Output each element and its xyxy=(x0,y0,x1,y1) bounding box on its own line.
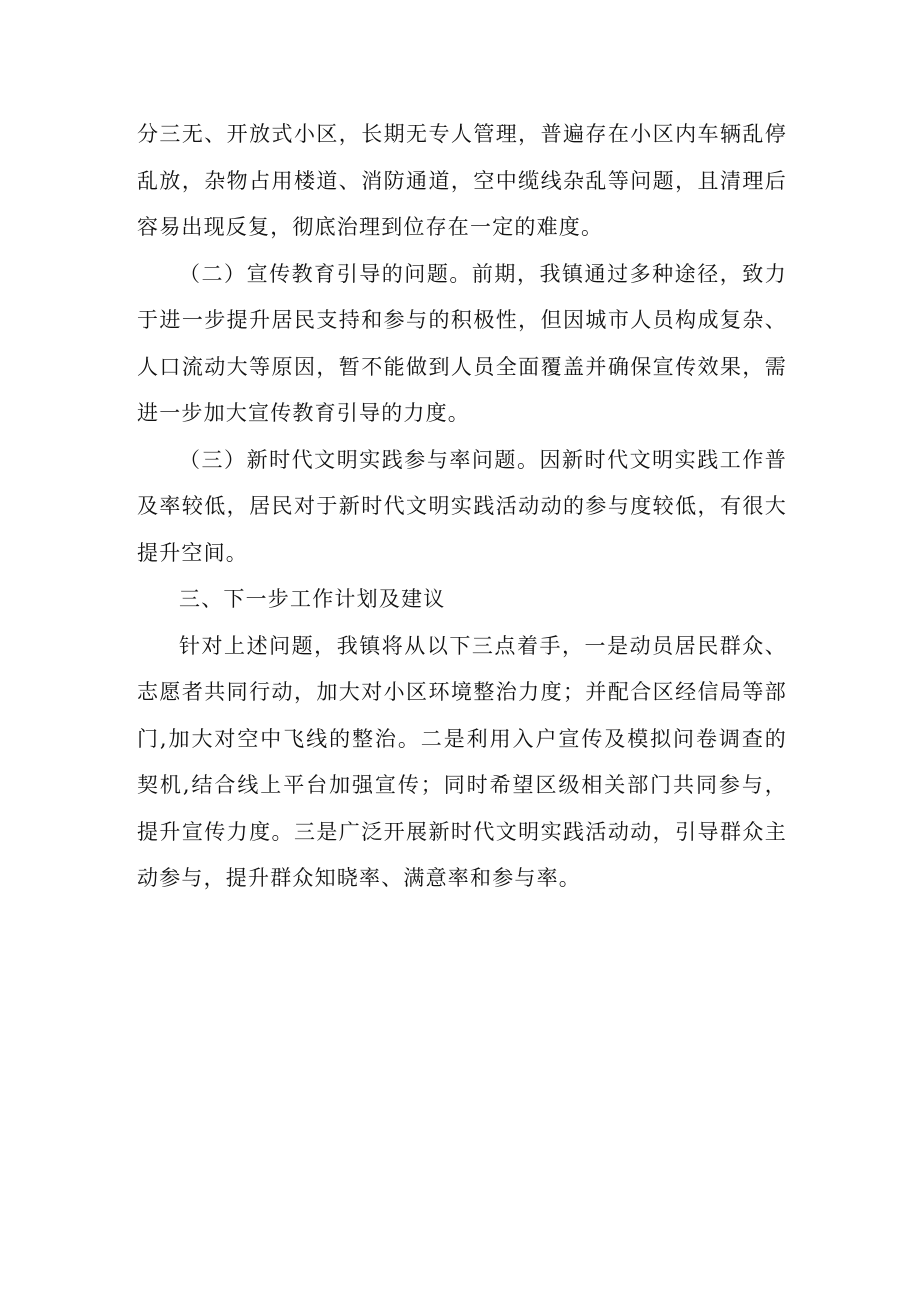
paragraph-civilization-practice: （三）新时代文明实践参与率问题。因新时代文明实践工作普及率较低，居民对于新时代文明实践活动动的参与度较低，有很大提升空间。 xyxy=(137,447,787,565)
paragraph-publicity-education: （二）宣传教育引导的问题。前期，我镇通过多种途径，致力于进一步提升居民支持和参与的积极性，但因城市人员构成复杂、人口流动大等原因，暂不能做到人员全面覆盖并确保宣传效果，需进一步加大宣传教育引导的力度。 xyxy=(137,261,787,425)
section-heading-next-steps: 三、下一步工作计划及建议 xyxy=(179,587,446,611)
paragraph-continuation: 分三无、开放式小区，长期无专人管理，普遍存在小区内车辆乱停乱放，杂物占用楼道、消防通道，空中缆线杂乱等问题，且清理后容易出现反复，彻底治理到位存在一定的难度。 xyxy=(137,122,787,239)
paragraph-work-plan: 针对上述问题，我镇将从以下三点着手，一是动员居民群众、志愿者共同行动，加大对小区环境整治力度；并配合区经信局等部门,加大对空中飞线的整治。二是利用入户宣传及模拟问卷调查的契机,结合线上平台加强宣传；同时希望区级相关部门共同参与，提升宣传力度。三是广泛开展新时代文明实践活动动，引导群众主动参与，提升群众知晓率、满意率和参与率。 xyxy=(137,633,787,890)
document-body xyxy=(137,111,787,902)
